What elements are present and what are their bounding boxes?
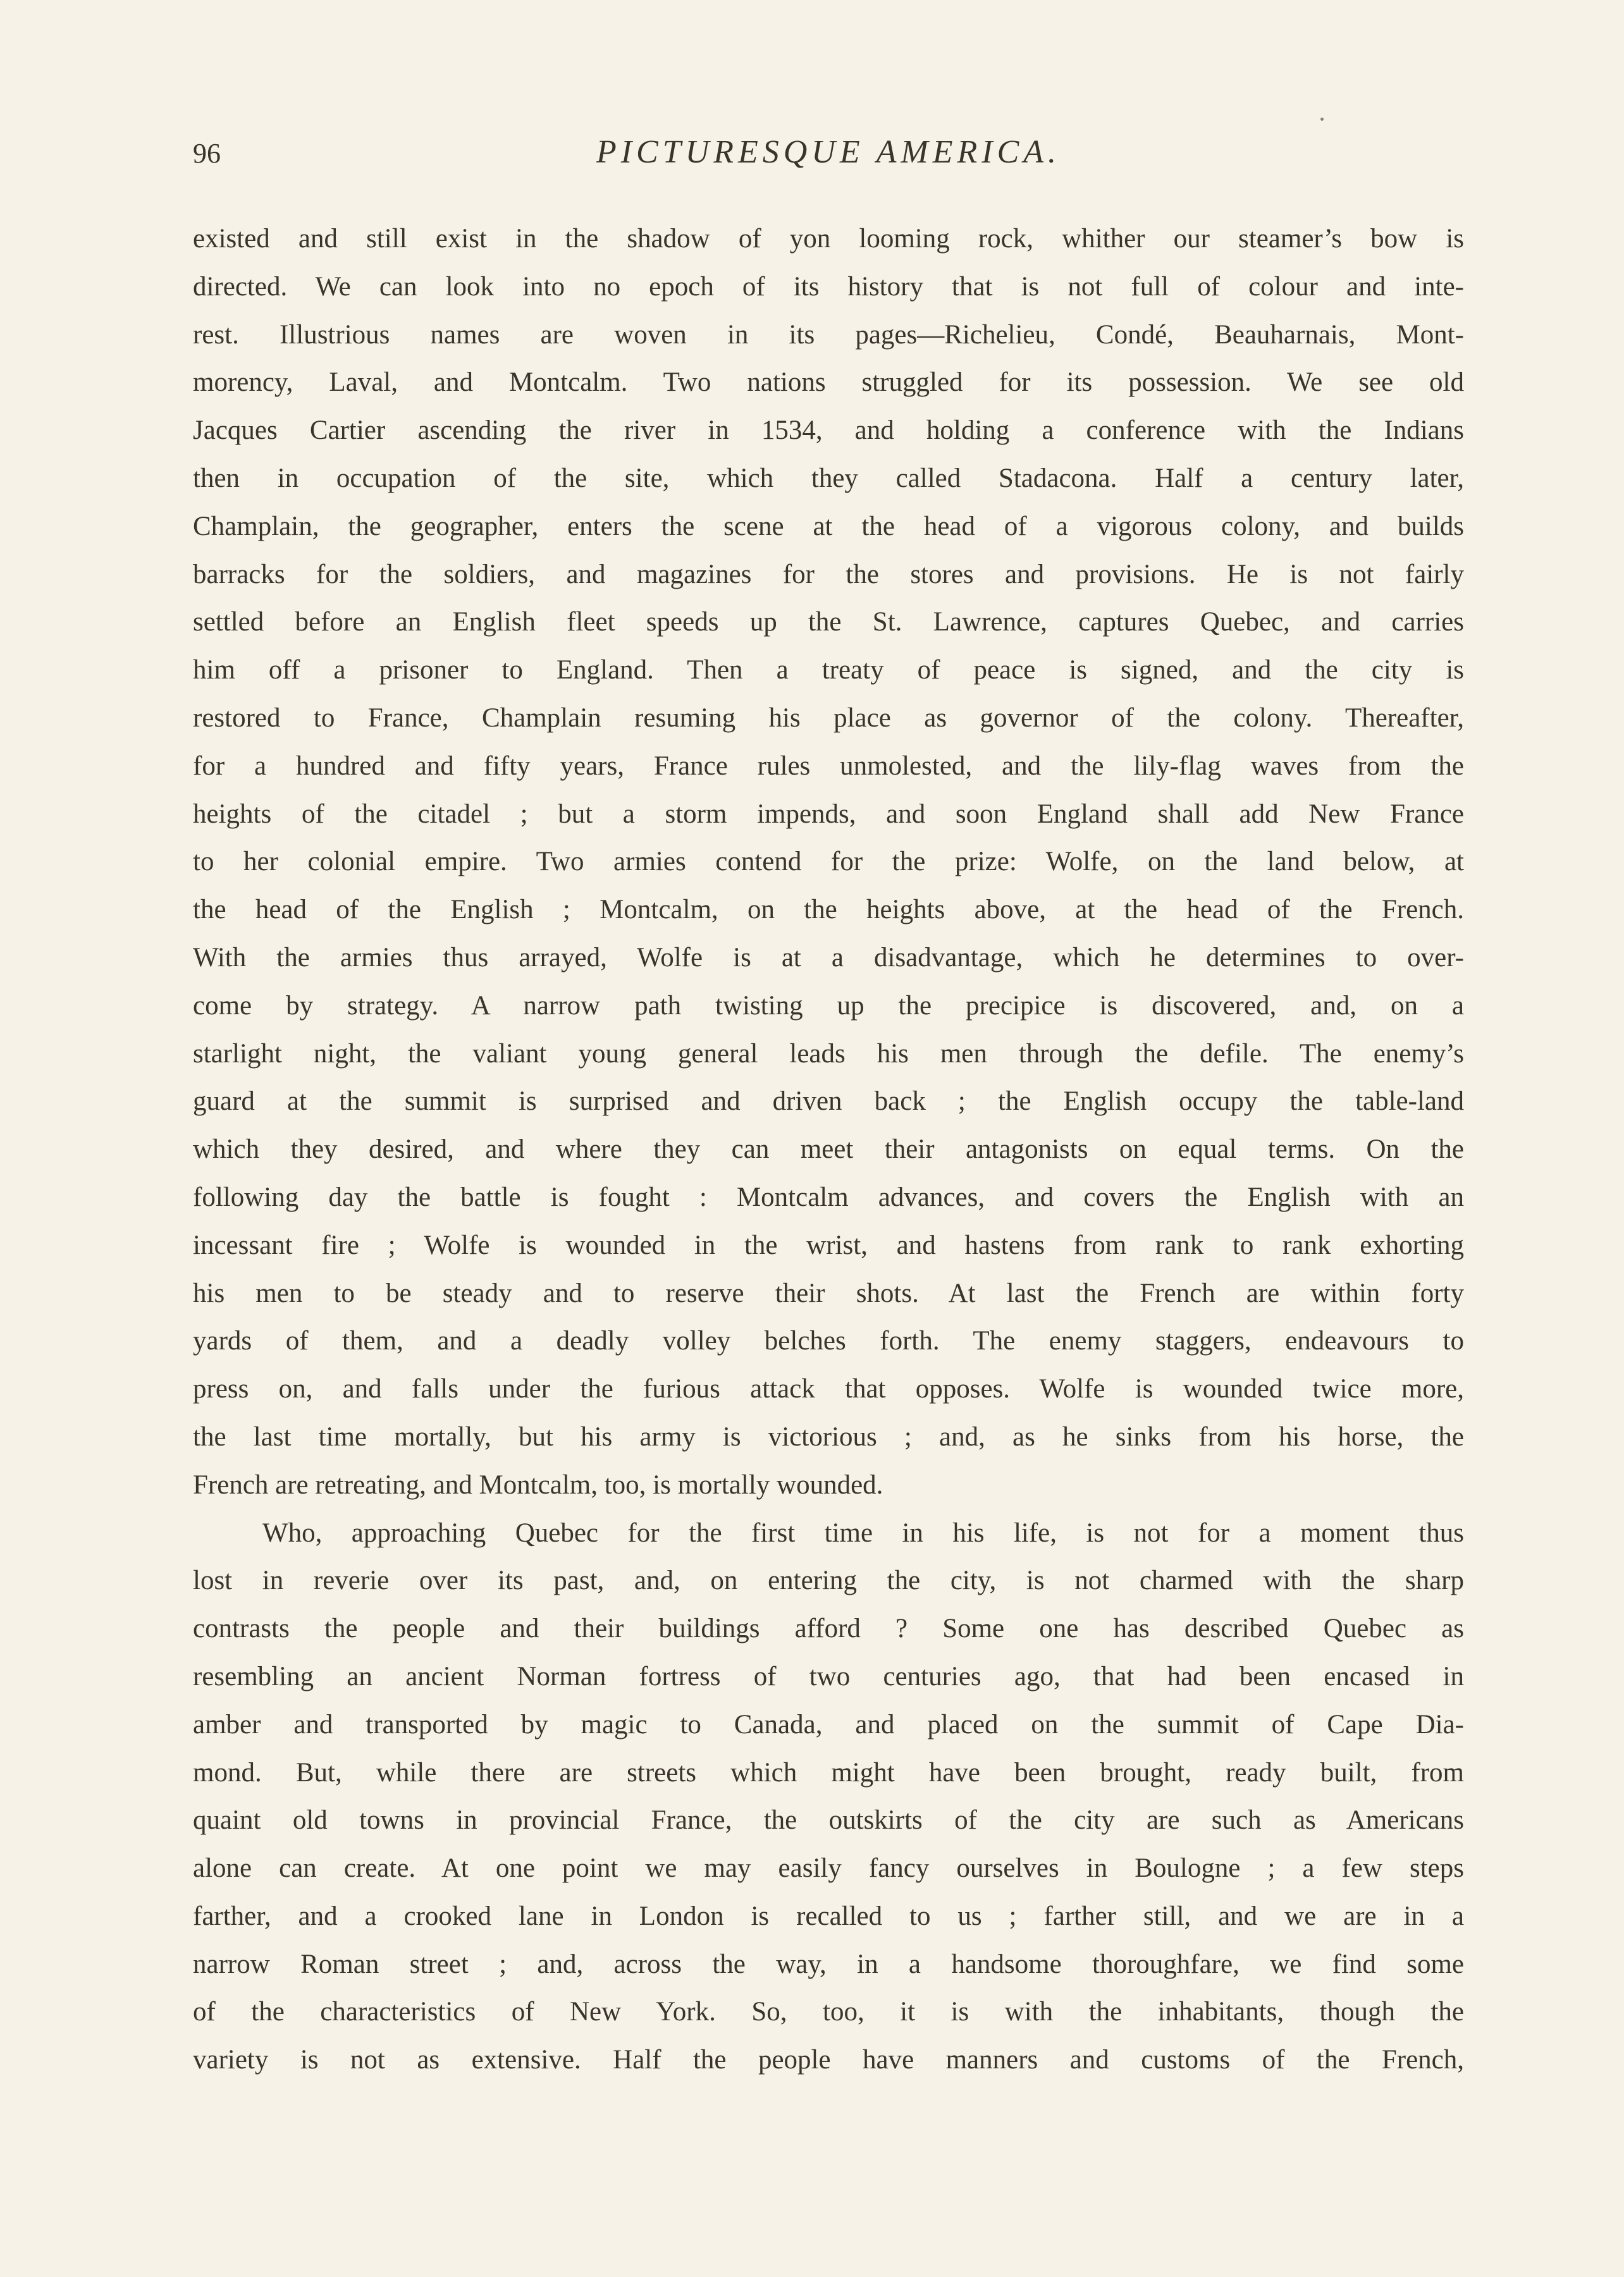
text-line: of the characteristics of New York. So, too, it is with the inhabitants, though the: [193, 1997, 1464, 2027]
text-line: following day the battle is fought : Montcalm advances, and covers the English with an: [193, 1182, 1464, 1212]
text-line: him off a prisoner to England. Then a treaty of peace is signed, and the city is: [193, 655, 1464, 685]
text-line: Jacques Cartier ascending the river in 1534, and holding a conference with the Indians: [193, 415, 1464, 446]
text-line: to her colonial empire. Two armies contend for the prize: Wolfe, on the land below, at: [193, 847, 1464, 877]
text-line: yards of them, and a deadly volley belches forth. The enemy staggers, endeavours to: [193, 1326, 1464, 1356]
text-line: Champlain, the geographer, enters the scene at the head of a vigorous colony, and builds: [193, 511, 1464, 541]
text-line: which they desired, and where they can meet their antagonists on equal terms. On the: [193, 1134, 1464, 1165]
text-line: his men to be steady and to reserve their shots. At last the French are within forty: [193, 1278, 1464, 1308]
text-line: existed and still exist in the shadow of yon looming rock, whither our steamer’s bow is: [193, 224, 1464, 254]
text-line: narrow Roman street ; and, across the way, in a handsome thoroughfare, we find some: [193, 1949, 1464, 1979]
page-number: 96: [193, 138, 221, 169]
text-line: French are retreating, and Montcalm, too, is mortally wounded.: [193, 1470, 883, 1500]
text-line: alone can create. At one point we may easily fancy ourselves in Boulogne ; a few steps: [193, 1853, 1464, 1884]
text-line: Who, approaching Quebec for the first time in his life, is not for a moment thus: [262, 1518, 1464, 1548]
paragraph: [193, 215, 1464, 1509]
text-line: starlight night, the valiant young general leads his men through the defile. The enemy’s: [193, 1038, 1464, 1069]
text-line: guard at the summit is surprised and driven back ; the English occupy the table-land: [193, 1086, 1464, 1117]
page-header: [193, 130, 1464, 180]
text-line: contrasts the people and their buildings afford ? Some one has described Quebec as: [193, 1614, 1464, 1644]
text-line: morency, Laval, and Montcalm. Two nations struggled for its possession. We see old: [193, 367, 1464, 398]
text-line: farther, and a crooked lane in London is recalled to us ; farther still, and we are in a: [193, 1901, 1464, 1931]
running-title: PICTURESQUE AMERICA.: [596, 134, 1061, 170]
text-line: lost in reverie over its past, and, on entering the city, is not charmed with the sharp: [193, 1566, 1464, 1596]
text-line: for a hundred and fifty years, France rules unmolested, and the lily-flag waves from the: [193, 751, 1464, 781]
text-line: the head of the English ; Montcalm, on the heights above, at the head of the French.: [193, 895, 1464, 925]
text-line: With the armies thus arrayed, Wolfe is at a disadvantage, which he determines to over-: [193, 942, 1464, 973]
text-line: resembling an ancient Norman fortress of two centuries ago, that had been encased in: [193, 1661, 1464, 1691]
text-line: directed. We can look into no epoch of its history that is not full of colour and inte-: [193, 271, 1464, 302]
text-line: mond. But, while there are streets which might have been brought, ready built, from: [193, 1757, 1464, 1788]
text-line: heights of the citadel ; but a storm impends, and soon England shall add New France: [193, 799, 1464, 829]
text-line: quaint old towns in provincial France, the outskirts of the city are such as Americans: [193, 1805, 1464, 1836]
text-line: variety is not as extensive. Half the people have manners and customs of the French,: [193, 2045, 1464, 2075]
text-line: come by strategy. A narrow path twisting up the precipice is discovered, and, on a: [193, 990, 1464, 1021]
ink-speck: [1320, 118, 1324, 121]
text-line: incessant fire ; Wolfe is wounded in the wrist, and hastens from rank to rank exhorting: [193, 1230, 1464, 1260]
text-line: restored to France, Champlain resuming his place as governor of the colony. Thereafter,: [193, 703, 1464, 733]
text-line: the last time mortally, but his army is victorious ; and, as he sinks from his horse, the: [193, 1421, 1464, 1452]
text-line: amber and transported by magic to Canada, and placed on the summit of Cape Dia-: [193, 1709, 1464, 1740]
text-line: press on, and falls under the furious attack that opposes. Wolfe is wounded twice more,: [193, 1374, 1464, 1404]
text-line: barracks for the soldiers, and magazines for the stores and provisions. He is not fairly: [193, 559, 1464, 589]
body-text: [193, 215, 1464, 2084]
text-line: settled before an English fleet speeds up the St. Lawrence, captures Quebec, and carries: [193, 607, 1464, 637]
text-line: then in occupation of the site, which they called Stadacona. Half a century later,: [193, 463, 1464, 493]
text-line: rest. Illustrious names are woven in its pages—Richelieu, Condé, Beauharnais, Mont-: [193, 319, 1464, 350]
paragraph: [193, 1509, 1464, 2085]
